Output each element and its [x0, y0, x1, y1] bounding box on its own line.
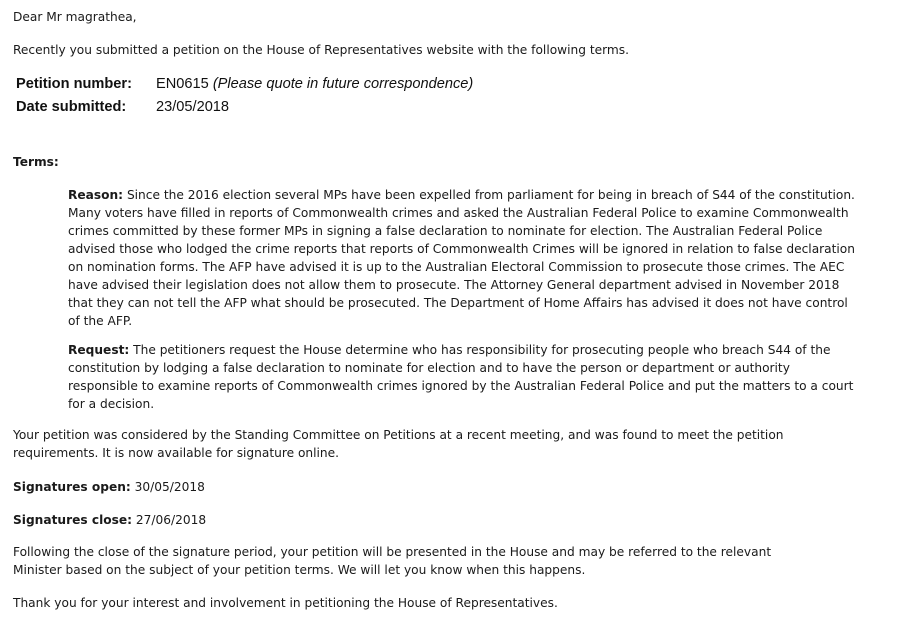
intro-paragraph: Recently you submitted a petition on the House of Representatives website with the following terms.: [13, 43, 630, 57]
request-paragraph: [68, 341, 858, 413]
signatures-open-value: 30/05/2018: [134, 480, 205, 494]
petition-number-row: [16, 74, 473, 94]
reason-label: Reason:: [68, 188, 124, 202]
thanks-paragraph: Thank you for your interest and involvement in petitioning the House of Representatives.: [13, 596, 558, 610]
following-paragraph: Following the close of the signature period, your petition will be presented in the House and may be referred to the relevant Minister based on the subject of your petition terms. We will let you know when this happens.: [13, 545, 772, 577]
greeting: Dear Mr magrathea,: [13, 10, 137, 24]
request-label: Request:: [68, 343, 130, 357]
reason-paragraph: [68, 186, 858, 330]
request-text: The petitioners request the House determine who has responsibility for prosecuting people who breach S44 of the constitution by lodging a false declaration to nominate for election and to have the person or department or authority responsible to examine reports of Commonwealth crimes ignored by the Australian Federal Police and put the matters to a court for a decision.: [68, 343, 854, 411]
petition-number-note: (Please quote in future correspondence): [212, 76, 474, 92]
considered-paragraph: Your petition was considered by the Standing Committee on Petitions at a recent meeting, and was found to meet the petition requirements. It is now available for signature online.: [13, 428, 784, 460]
signatures-open-row: [13, 478, 205, 496]
reason-text: Since the 2016 election several MPs have been expelled from parliament for being in breach of S44 of the constitution. Many voters have filled in reports of Commonwealth crimes and asked the Australian Federal Police to examine Commonwealth crimes committed by these former MPs in signing a false declaration to nominate for election. The Australian Federal Police advised those who lodged the crime reports that reports of Commonwealth Crimes will be ignored in relation to false declaration on nomination forms. The AFP have advised it is up to the Australian Electoral Commission to prosecute those crimes. The AEC have advised their legislation does not allow them to prosecute. The Attorney General department advised in November 2018 that they can not tell the AFP what should be prosecuted. The Department of Home Affairs has advised it does not have control of the AFP.: [68, 188, 855, 328]
signatures-close-value: 27/06/2018: [135, 513, 207, 527]
petition-number-label: Petition number:: [16, 76, 132, 92]
date-submitted-row: [16, 97, 229, 117]
terms-heading: Terms:: [13, 155, 59, 169]
date-submitted-value: 23/05/2018: [156, 99, 230, 115]
signatures-close-label: Signatures close:: [13, 513, 133, 527]
signatures-open-label: Signatures open:: [13, 480, 131, 494]
petition-number-value: EN0615: [156, 76, 209, 92]
date-submitted-label: Date submitted:: [16, 99, 127, 115]
signatures-close-row: [13, 511, 206, 529]
